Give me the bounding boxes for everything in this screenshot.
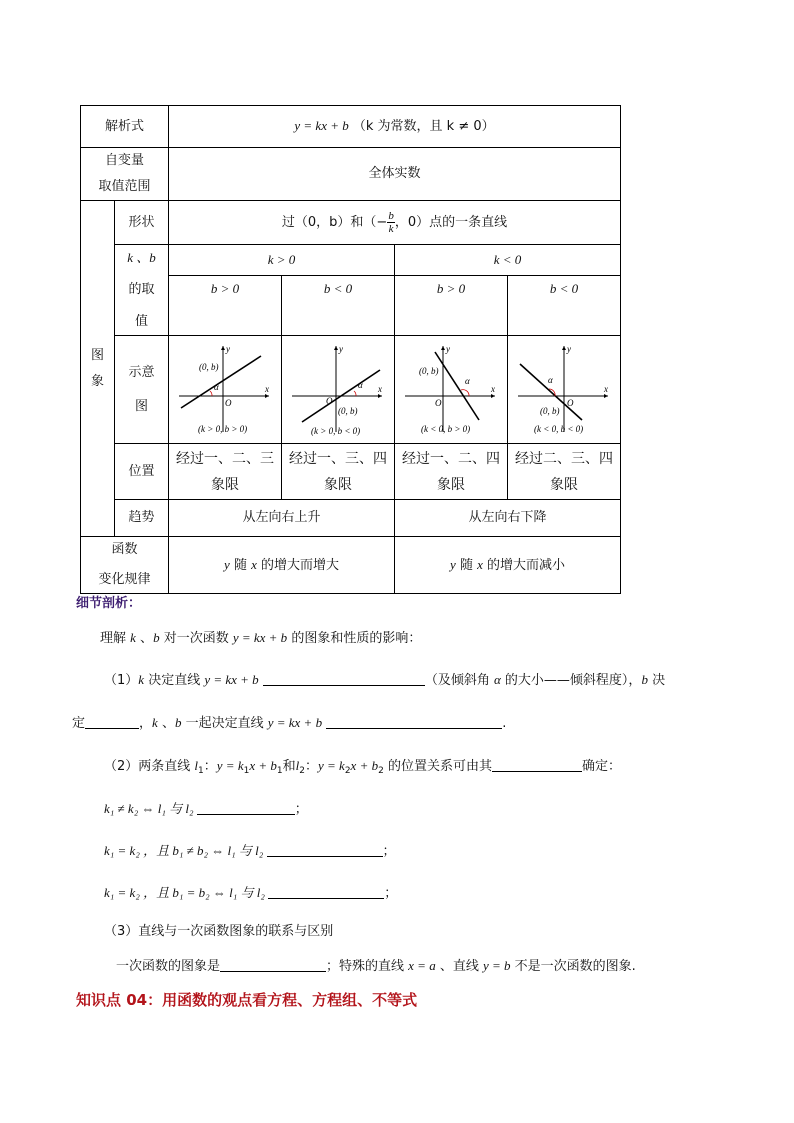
sketch-caption: (k < 0, b < 0) (534, 423, 584, 434)
text-with: 随 (229, 557, 252, 573)
x-arrow (378, 394, 382, 398)
item3-heading: （3）直线与一次函数图象的联系与区别 (104, 924, 334, 939)
fraction-den: k (388, 222, 394, 235)
position-3-line1: 经过一、二、四 (402, 450, 501, 467)
blank-4[interactable] (492, 757, 582, 772)
angle-arc (210, 391, 212, 396)
position-4-line1: 经过二、三、四 (515, 450, 614, 467)
item3-text-a: 一次函数的图象是 (116, 959, 221, 974)
origin-label: O (567, 397, 574, 408)
y-arrow (441, 346, 445, 350)
position-3-line2: 象限 (437, 476, 466, 493)
position-4 (508, 444, 621, 500)
graph-label-line1: 图 (90, 347, 104, 363)
angle-arc (354, 391, 356, 396)
item1-text-c: （及倾斜角 (424, 673, 494, 688)
semicolon-3: ； (384, 885, 398, 900)
item1-b: b (641, 672, 648, 687)
item1-sep: 、 (157, 716, 175, 731)
colon-2: ： (304, 759, 318, 774)
blank-6[interactable] (267, 842, 383, 857)
graph-sketch-4 (512, 340, 616, 440)
row-label-domain (81, 148, 169, 201)
shape-text-post: ，0）点的一条直线 (394, 214, 508, 230)
position-1-line2: 象限 (211, 476, 240, 493)
cond3-text: k₁ = k₂ ，且 b₁ = b₂ ⇔ l₁ 与 l₂ (104, 885, 265, 900)
details-intro (100, 627, 421, 646)
text-increase: 的增大而增大 (256, 557, 339, 573)
item1-text-f: 定 (72, 716, 86, 731)
intro-sep: 、 (135, 631, 154, 646)
blank-7[interactable] (268, 884, 384, 899)
position-2-line1: 经过一、三、四 (289, 450, 388, 467)
y-arrow (334, 346, 338, 350)
kb-label-line2: 的取 (128, 282, 155, 297)
item1-line1 (104, 669, 665, 688)
rule-label-line1: 函数 (111, 542, 138, 557)
b-value-4: b < 0 (508, 276, 621, 336)
trend-down: 从左向右下降 (395, 500, 621, 537)
shape-label: 形状 (115, 201, 169, 245)
graph-sketch-3 (399, 340, 503, 440)
cond2-text: k₁ = k₂ ，且 b₁ ≠ b₂ ⇔ l₁ 与 l₂ (104, 843, 264, 858)
intro-formula: y = kx + b (232, 630, 288, 645)
point-label: (0, b) (199, 361, 219, 372)
trend-label: 趋势 (115, 500, 169, 537)
x-label: x (378, 383, 383, 394)
text-with: 随 (455, 557, 478, 573)
shape-value (169, 201, 621, 245)
y-label: y (339, 343, 344, 354)
intro-post: 的图象和性质的影响： (287, 631, 422, 646)
domain-value: 全体实数 (169, 148, 621, 201)
item1-k2: k (152, 715, 158, 730)
kb-label-line3: 值 (135, 314, 149, 329)
item1-line2 (72, 712, 506, 731)
eq1-b: x + b (249, 758, 277, 773)
intro-k: k (130, 630, 136, 645)
formula-note: （k 为常数，且 k ≠ 0） (352, 119, 495, 134)
k-positive: k > 0 (169, 245, 395, 276)
y-label: y (446, 343, 451, 354)
eq2-b: x + b (350, 758, 379, 773)
eq2-a: y = k (318, 758, 345, 773)
l1: l (194, 758, 199, 773)
kb-label-line1: k 、b (127, 250, 156, 265)
x-label: x (265, 383, 270, 394)
function-line (181, 356, 261, 408)
rule-label-line2: 变化规律 (98, 572, 151, 587)
intro-pre: 理解 (100, 631, 131, 646)
y-label: y (226, 343, 231, 354)
graph-sketch-2 (286, 340, 390, 440)
fraction-num: b (388, 209, 394, 222)
b-value-2: b < 0 (282, 276, 395, 336)
x-label: x (491, 383, 496, 394)
semicolon-1: ； (294, 801, 308, 816)
b-value-3: b > 0 (395, 276, 508, 336)
origin-label: O (326, 395, 333, 406)
position-4-line2: 象限 (550, 476, 579, 493)
x-arrow (604, 394, 608, 398)
item3-text-c: 、直线 (435, 959, 483, 974)
and-text: 和 (282, 759, 296, 774)
fraction-b-over-k (387, 210, 395, 235)
position-2 (282, 444, 395, 500)
kb-label (115, 245, 169, 336)
rule-increasing (169, 537, 395, 594)
y-arrow (562, 346, 566, 350)
condition-1 (104, 798, 308, 817)
condition-3 (104, 882, 397, 901)
section-heading: 知识点 04：用函数的观点看方程、方程组、不等式 (76, 991, 418, 1009)
position-1-line1: 经过一、二、三 (176, 450, 275, 467)
graph-sketch-1 (173, 340, 277, 440)
item1-formula2: y = kx + b (267, 715, 323, 730)
position-1 (169, 444, 282, 500)
row-label-formula: 解析式 (81, 106, 169, 148)
sketch-cell-4 (508, 336, 621, 444)
item1-formula: y = kx + b (204, 672, 259, 687)
item2-line: （2）两条直线 $l_1$：$y = k_1x + b_1$和$l_2$：$y = k_2x + b_2$ 的位置关系可由其 确定： (104, 758, 621, 776)
item3-line (116, 955, 636, 974)
item3-xa: x = a (408, 958, 436, 973)
eq1-a: y = k (216, 758, 244, 773)
x-arrow (491, 394, 495, 398)
item1-k: k (138, 672, 145, 687)
formula-cell (169, 106, 621, 148)
domain-label-line2: 取值范围 (98, 179, 151, 194)
var-y: y (224, 556, 230, 572)
sketch-cell-3 (395, 336, 508, 444)
position-2-line2: 象限 (324, 476, 353, 493)
position-3 (395, 444, 508, 500)
x-label: x (604, 383, 609, 394)
origin-label: O (225, 397, 232, 408)
point-label: (0, b) (419, 365, 439, 376)
sketch-cell-2 (282, 336, 395, 444)
graph-label-line2: 象 (90, 373, 104, 389)
item1-alpha: α (493, 672, 501, 687)
intro-mid: 对一次函数 (159, 631, 233, 646)
blank-1[interactable] (263, 671, 425, 686)
item1-text-b: 决定直线 (144, 673, 205, 688)
trend-up: 从左向右上升 (169, 500, 395, 537)
function-line (435, 352, 479, 420)
item1-text-d: 的大小——倾斜程度）， (500, 673, 642, 688)
details-heading: 细节剖析： (76, 596, 142, 611)
l2: l (295, 758, 300, 773)
sketch-label-line1: 示意 (128, 364, 155, 380)
linear-function-table (80, 105, 621, 594)
sketch-caption: (k > 0, b > 0) (198, 423, 248, 434)
item1-text-g: ， (139, 716, 153, 731)
sketch-label-line2: 图 (135, 398, 149, 414)
alpha-label: α (548, 374, 553, 385)
domain-label-line1: 自变量 (105, 153, 145, 168)
colon-1: ： (203, 759, 217, 774)
sketch-cell-1 (169, 336, 282, 444)
blank-8[interactable] (220, 957, 326, 972)
alpha-label: α (214, 381, 219, 392)
item3-yb: y = b (482, 958, 511, 973)
cond1-text: k₁ ≠ k₂ ⇔ l₁ 与 l₂ (104, 801, 194, 816)
sketch-caption: (k > 0, b < 0) (311, 425, 361, 436)
item2-text-c: 确定： (581, 759, 621, 774)
rule-label (81, 537, 169, 594)
rule-decreasing (395, 537, 621, 594)
blank-3[interactable] (326, 714, 502, 729)
k-negative: k < 0 (395, 245, 621, 276)
item2-text-b: 的位置关系可由其 (383, 759, 492, 774)
item1-text-h: 一起决定直线 (181, 716, 268, 731)
x-arrow (265, 394, 269, 398)
y-arrow (221, 346, 225, 350)
b-value-1: b > 0 (169, 276, 282, 336)
item1-end: . (502, 716, 507, 731)
item3-text-b: ；特殊的直线 (326, 959, 409, 974)
item2-num: （2）两条直线 (104, 759, 195, 774)
point-label: (0, b) (540, 405, 560, 416)
alpha-label: α (465, 375, 470, 386)
blank-2[interactable] (85, 714, 139, 729)
y-label: y (567, 343, 572, 354)
sketch-caption: (k < 0, b > 0) (421, 423, 471, 434)
var-x: x (251, 556, 257, 572)
semicolon-2: ； (382, 843, 396, 858)
sketch-label (115, 336, 169, 444)
text-decrease: 的增大而减小 (482, 557, 565, 573)
intro-b: b (153, 630, 160, 645)
position-label: 位置 (115, 444, 169, 500)
graph-label (81, 201, 115, 537)
shape-text-pre: 过（0，b）和（− (281, 214, 388, 230)
condition-2 (104, 840, 396, 859)
alpha-label: α (358, 379, 363, 390)
point-label: (0, b) (338, 405, 358, 416)
var-x: x (477, 556, 483, 572)
origin-label: O (435, 397, 442, 408)
item1-b2: b (174, 715, 182, 730)
item1-text-e: 决 (647, 673, 666, 688)
item1-num: （1） (104, 673, 139, 688)
blank-5[interactable] (197, 800, 295, 815)
formula: y = kx + b (294, 118, 349, 133)
var-y: y (450, 556, 456, 572)
item3-text-d: 不是一次函数的图象. (510, 959, 636, 974)
